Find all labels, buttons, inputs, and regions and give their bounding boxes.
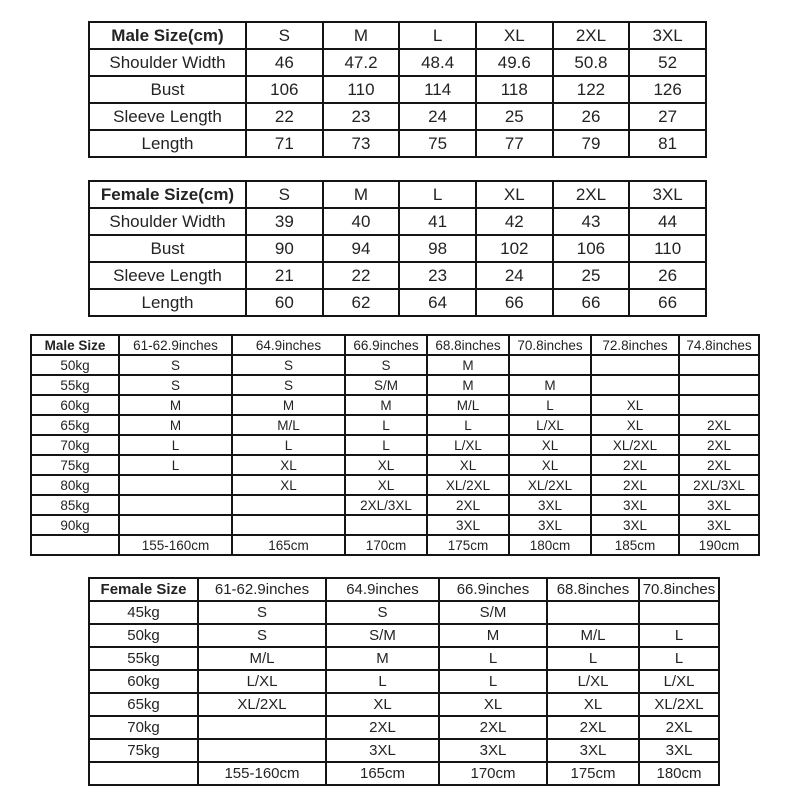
header-row [31, 335, 759, 355]
value-cell: 175cm [547, 762, 639, 785]
value-cell: 3XL [326, 739, 439, 762]
table-row [89, 103, 706, 130]
value-cell: 110 [323, 76, 400, 103]
value-cell: S [119, 355, 232, 375]
value-cell: L [345, 415, 427, 435]
table-row [31, 515, 759, 535]
column-header-cell: 3XL [629, 22, 706, 49]
value-cell: XL/2XL [509, 475, 591, 495]
value-cell: 41 [399, 208, 476, 235]
row-label-cell [89, 762, 198, 785]
value-cell: 98 [399, 235, 476, 262]
value-cell: M [119, 415, 232, 435]
table-row [89, 289, 706, 316]
row-label-cell: 60kg [31, 395, 119, 415]
value-cell: 2XL [326, 716, 439, 739]
table-row [89, 624, 719, 647]
value-cell: 22 [323, 262, 400, 289]
value-cell: L [345, 435, 427, 455]
row-label-cell: Length [89, 130, 246, 157]
value-cell: 180cm [509, 535, 591, 555]
value-cell [639, 601, 719, 624]
value-cell: 47.2 [323, 49, 400, 76]
value-cell: XL [345, 455, 427, 475]
value-cell: 42 [476, 208, 553, 235]
value-cell: 27 [629, 103, 706, 130]
value-cell: XL [345, 475, 427, 495]
value-cell: L [427, 415, 509, 435]
value-cell: 118 [476, 76, 553, 103]
value-cell: 39 [246, 208, 323, 235]
table-row [89, 49, 706, 76]
value-cell: 2XL [679, 435, 759, 455]
header-row [89, 22, 706, 49]
table-row [31, 435, 759, 455]
value-cell: 52 [629, 49, 706, 76]
value-cell: 165cm [326, 762, 439, 785]
value-cell: 24 [399, 103, 476, 130]
column-header-cell: 64.9inches [326, 578, 439, 601]
value-cell: 110 [629, 235, 706, 262]
value-cell: 23 [399, 262, 476, 289]
female-size-weight-height-table [88, 577, 720, 786]
value-cell: 44 [629, 208, 706, 235]
row-label-cell: 50kg [89, 624, 198, 647]
value-cell: 71 [246, 130, 323, 157]
column-header-cell: 2XL [553, 22, 630, 49]
value-cell: XL [509, 455, 591, 475]
table-title-cell: Female Size [89, 578, 198, 601]
row-label-cell: Bust [89, 76, 246, 103]
row-label-cell: 70kg [31, 435, 119, 455]
value-cell: M [119, 395, 232, 415]
value-cell: M/L [427, 395, 509, 415]
column-header-cell: XL [476, 22, 553, 49]
value-cell: 3XL [509, 515, 591, 535]
value-cell: 66 [476, 289, 553, 316]
value-cell: 106 [246, 76, 323, 103]
value-cell: S [119, 375, 232, 395]
column-header-cell: 61-62.9inches [119, 335, 232, 355]
column-header-cell: 64.9inches [232, 335, 345, 355]
male-size-cm-table [88, 21, 707, 158]
value-cell: M [345, 395, 427, 415]
value-cell: 3XL [591, 495, 679, 515]
value-cell: 2XL [439, 716, 547, 739]
value-cell [198, 739, 326, 762]
value-cell [345, 515, 427, 535]
row-label-cell: Bust [89, 235, 246, 262]
value-cell: 24 [476, 262, 553, 289]
row-label-cell: Sleeve Length [89, 103, 246, 130]
value-cell: S [232, 375, 345, 395]
value-cell: L [119, 435, 232, 455]
value-cell: L [326, 670, 439, 693]
value-cell [679, 375, 759, 395]
value-cell: 79 [553, 130, 630, 157]
value-cell: M [427, 355, 509, 375]
row-label-cell: 45kg [89, 601, 198, 624]
column-header-cell: 70.8inches [639, 578, 719, 601]
value-cell: XL/2XL [591, 435, 679, 455]
table-row [89, 762, 719, 785]
value-cell: M [232, 395, 345, 415]
value-cell: 3XL [427, 515, 509, 535]
value-cell [679, 395, 759, 415]
table-row [89, 739, 719, 762]
value-cell: 3XL [547, 739, 639, 762]
row-label-cell: 55kg [31, 375, 119, 395]
value-cell: 26 [553, 103, 630, 130]
value-cell [679, 355, 759, 375]
row-label-cell: Shoulder Width [89, 208, 246, 235]
column-header-cell: 66.9inches [345, 335, 427, 355]
value-cell: 49.6 [476, 49, 553, 76]
value-cell: 3XL [639, 739, 719, 762]
value-cell: 175cm [427, 535, 509, 555]
table-row [31, 375, 759, 395]
value-cell: 3XL [439, 739, 547, 762]
value-cell: 2XL [591, 475, 679, 495]
value-cell: 2XL [591, 455, 679, 475]
column-header-cell: 68.8inches [427, 335, 509, 355]
table-row [89, 235, 706, 262]
value-cell: 26 [629, 262, 706, 289]
value-cell: L/XL [547, 670, 639, 693]
column-header-cell: 2XL [553, 181, 630, 208]
value-cell: 73 [323, 130, 400, 157]
value-cell: XL/2XL [639, 693, 719, 716]
table-title-cell: Female Size(cm) [89, 181, 246, 208]
table-row [31, 475, 759, 495]
value-cell: L [439, 670, 547, 693]
row-label-cell: 90kg [31, 515, 119, 535]
column-header-cell: 70.8inches [509, 335, 591, 355]
row-label-cell [31, 535, 119, 555]
value-cell: 3XL [679, 515, 759, 535]
value-cell: 2XL [427, 495, 509, 515]
value-cell: 3XL [591, 515, 679, 535]
value-cell: 50.8 [553, 49, 630, 76]
value-cell [119, 475, 232, 495]
column-header-cell: S [246, 22, 323, 49]
value-cell: 40 [323, 208, 400, 235]
value-cell: 64 [399, 289, 476, 316]
row-label-cell: 65kg [31, 415, 119, 435]
value-cell: M [439, 624, 547, 647]
row-label-cell: Length [89, 289, 246, 316]
table-row [89, 647, 719, 670]
column-header-cell: 74.8inches [679, 335, 759, 355]
column-header-cell: 61-62.9inches [198, 578, 326, 601]
row-label-cell: Sleeve Length [89, 262, 246, 289]
table-row [89, 670, 719, 693]
value-cell: XL [326, 693, 439, 716]
value-cell [547, 601, 639, 624]
value-cell: L [509, 395, 591, 415]
value-cell: 43 [553, 208, 630, 235]
value-cell: L [119, 455, 232, 475]
column-header-cell: 72.8inches [591, 335, 679, 355]
table-row [89, 208, 706, 235]
value-cell: M/L [232, 415, 345, 435]
column-header-cell: 3XL [629, 181, 706, 208]
value-cell: 66 [553, 289, 630, 316]
value-cell: 122 [553, 76, 630, 103]
value-cell: L [232, 435, 345, 455]
value-cell: L/XL [427, 435, 509, 455]
table-row [31, 535, 759, 555]
table-row [89, 76, 706, 103]
female-size-cm-table [88, 180, 707, 317]
row-label-cell: 85kg [31, 495, 119, 515]
value-cell: 21 [246, 262, 323, 289]
value-cell: XL [547, 693, 639, 716]
table-row [89, 693, 719, 716]
value-cell: 2XL [679, 415, 759, 435]
value-cell: 185cm [591, 535, 679, 555]
column-header-cell: 68.8inches [547, 578, 639, 601]
table-row [89, 262, 706, 289]
value-cell: 90 [246, 235, 323, 262]
value-cell: 48.4 [399, 49, 476, 76]
column-header-cell: L [399, 22, 476, 49]
row-label-cell: 75kg [31, 455, 119, 475]
value-cell: XL/2XL [198, 693, 326, 716]
value-cell: XL [232, 455, 345, 475]
table-row [31, 395, 759, 415]
value-cell: 77 [476, 130, 553, 157]
value-cell: 23 [323, 103, 400, 130]
value-cell: 25 [476, 103, 553, 130]
column-header-cell: L [399, 181, 476, 208]
value-cell: S [198, 624, 326, 647]
row-label-cell: 65kg [89, 693, 198, 716]
column-header-cell: S [246, 181, 323, 208]
value-cell: L [547, 647, 639, 670]
header-row [89, 578, 719, 601]
value-cell: 3XL [679, 495, 759, 515]
value-cell [232, 495, 345, 515]
row-label-cell: 60kg [89, 670, 198, 693]
value-cell: 190cm [679, 535, 759, 555]
table-title-cell: Male Size(cm) [89, 22, 246, 49]
table-row [31, 455, 759, 475]
table-row [89, 716, 719, 739]
value-cell: L [439, 647, 547, 670]
value-cell: M [326, 647, 439, 670]
table-row [31, 495, 759, 515]
value-cell: 170cm [439, 762, 547, 785]
value-cell: XL [427, 455, 509, 475]
value-cell: M/L [198, 647, 326, 670]
value-cell: 25 [553, 262, 630, 289]
value-cell: S [198, 601, 326, 624]
value-cell: 60 [246, 289, 323, 316]
table-title-cell: Male Size [31, 335, 119, 355]
value-cell [198, 716, 326, 739]
value-cell: S [326, 601, 439, 624]
value-cell [591, 375, 679, 395]
column-header-cell: XL [476, 181, 553, 208]
value-cell: 155-160cm [198, 762, 326, 785]
value-cell: XL [591, 415, 679, 435]
value-cell: M/L [547, 624, 639, 647]
value-cell [509, 355, 591, 375]
value-cell: 3XL [509, 495, 591, 515]
column-header-cell: M [323, 22, 400, 49]
value-cell: 170cm [345, 535, 427, 555]
value-cell: 22 [246, 103, 323, 130]
header-row [89, 181, 706, 208]
value-cell: L [639, 647, 719, 670]
row-label-cell: 55kg [89, 647, 198, 670]
value-cell: XL [439, 693, 547, 716]
table-row [89, 130, 706, 157]
table-row [31, 415, 759, 435]
value-cell: 126 [629, 76, 706, 103]
value-cell: 2XL [679, 455, 759, 475]
value-cell: 102 [476, 235, 553, 262]
value-cell: M [509, 375, 591, 395]
value-cell: 94 [323, 235, 400, 262]
value-cell: L/XL [198, 670, 326, 693]
row-label-cell: 70kg [89, 716, 198, 739]
value-cell [119, 495, 232, 515]
value-cell: 66 [629, 289, 706, 316]
value-cell: 2XL [547, 716, 639, 739]
value-cell: S [232, 355, 345, 375]
value-cell: 2XL/3XL [679, 475, 759, 495]
value-cell: S/M [326, 624, 439, 647]
row-label-cell: 50kg [31, 355, 119, 375]
value-cell: 114 [399, 76, 476, 103]
value-cell: 75 [399, 130, 476, 157]
value-cell: 2XL [639, 716, 719, 739]
value-cell [232, 515, 345, 535]
column-header-cell: M [323, 181, 400, 208]
value-cell: XL [232, 475, 345, 495]
value-cell: 165cm [232, 535, 345, 555]
table-row [31, 355, 759, 375]
value-cell [591, 355, 679, 375]
value-cell: XL/2XL [427, 475, 509, 495]
value-cell: XL [591, 395, 679, 415]
value-cell: XL [509, 435, 591, 455]
value-cell: S/M [345, 375, 427, 395]
value-cell: 81 [629, 130, 706, 157]
value-cell: S/M [439, 601, 547, 624]
value-cell: S [345, 355, 427, 375]
column-header-cell: 66.9inches [439, 578, 547, 601]
row-label-cell: Shoulder Width [89, 49, 246, 76]
value-cell [119, 515, 232, 535]
value-cell: 155-160cm [119, 535, 232, 555]
value-cell: 2XL/3XL [345, 495, 427, 515]
value-cell: 180cm [639, 762, 719, 785]
value-cell: L/XL [639, 670, 719, 693]
row-label-cell: 80kg [31, 475, 119, 495]
value-cell: 62 [323, 289, 400, 316]
value-cell: M [427, 375, 509, 395]
value-cell: L/XL [509, 415, 591, 435]
value-cell: 106 [553, 235, 630, 262]
row-label-cell: 75kg [89, 739, 198, 762]
male-size-weight-height-table [30, 334, 760, 556]
value-cell: L [639, 624, 719, 647]
value-cell: 46 [246, 49, 323, 76]
table-row [89, 601, 719, 624]
